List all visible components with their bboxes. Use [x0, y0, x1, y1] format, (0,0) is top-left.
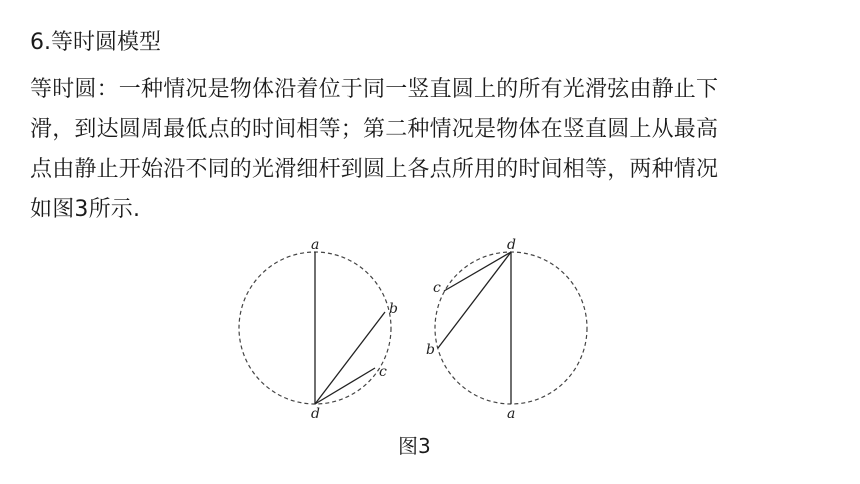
left-label-c: c — [379, 364, 387, 380]
left-chord-bd — [315, 312, 385, 404]
right-label-c: c — [433, 280, 441, 296]
paragraph-line: 如图3所示. — [30, 197, 141, 222]
right-label-b: b — [426, 342, 435, 358]
figure-caption: 图3 — [398, 434, 431, 458]
paragraph-line: 滑，到达圆周最低点的时间相等；第二种情况是物体在竖直圆上从最高 — [30, 117, 719, 142]
right-chord-dc — [444, 252, 511, 291]
left-diagram — [239, 237, 398, 422]
left-label-b: b — [389, 301, 398, 317]
right-label-d: d — [507, 237, 516, 253]
left-label-d: d — [311, 406, 320, 422]
left-chord-cd — [315, 368, 375, 404]
paragraph-line: 等时圆：一种情况是物体沿着位于同一竖直圆上的所有光滑弦由静止下 — [30, 77, 719, 102]
paragraph-line: 点由静止开始沿不同的光滑细杆到圆上各点所用的时间相等，两种情况 — [30, 157, 719, 182]
left-label-a: a — [311, 237, 320, 253]
right-label-a: a — [507, 406, 516, 422]
right-chord-db — [438, 252, 511, 348]
section-heading: 6.等时圆模型 — [30, 30, 161, 55]
right-diagram — [426, 237, 587, 422]
